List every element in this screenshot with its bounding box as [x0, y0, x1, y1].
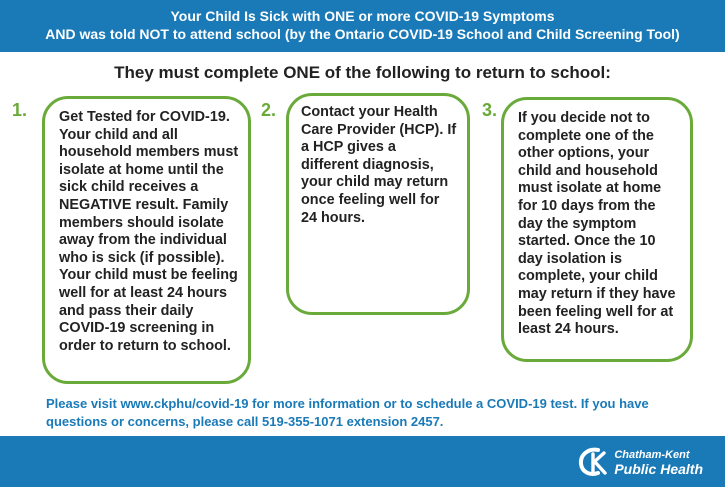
option-2-number: 2.	[261, 100, 277, 120]
chatham-kent-logo	[576, 442, 703, 482]
option-1-number: 1.	[12, 100, 28, 120]
option-2-box	[286, 93, 470, 315]
option-3-text: If you decide not to complete one of the other options, your child and household must isolate at home for 10 days from the day the symptom started. Once the 10 day isolation is complete, your child may return if they have been feeling well for at least 24 hours.	[518, 110, 676, 338]
option-1-box	[42, 96, 251, 384]
option-3-box	[501, 97, 693, 362]
option-1-text: Get Tested for COVID-19. Your child and all household members must isolate at home until the sick child receives a NEGATIVE result. Family members should isolate away from the individual who is sick (if possible). Your child must be feeling well for at least 24 hours and pass their daily COVID-19 screening in order to return to school.	[59, 109, 239, 354]
option-3-number: 3.	[482, 100, 498, 120]
logo-line-2: Public Health	[614, 461, 703, 477]
logo-line-1: Chatham-Kent	[614, 449, 690, 461]
header-line-1: Your Child Is Sick with ONE or more COVID-19 Symptoms	[170, 8, 555, 24]
ck-logo-icon	[576, 445, 610, 479]
page-subtitle: They must complete ONE of the following to return to school:	[114, 63, 611, 82]
footer-banner	[0, 436, 725, 487]
contact-info-text: Please visit www.ckphu/covid-19 for more information or to schedule a COVID-19 test. If you have questions or concerns, please call 519-355-1071 extension 2457.	[46, 396, 649, 429]
header-banner	[0, 0, 725, 52]
option-2-text: Contact your Health Care Provider (HCP). If a HCP gives a different diagnosis, your child may return once feeling well for 24 hours.	[301, 104, 457, 226]
header-line-2: AND was told NOT to attend school (by the Ontario COVID-19 School and Child Screening Tool)	[45, 26, 680, 42]
